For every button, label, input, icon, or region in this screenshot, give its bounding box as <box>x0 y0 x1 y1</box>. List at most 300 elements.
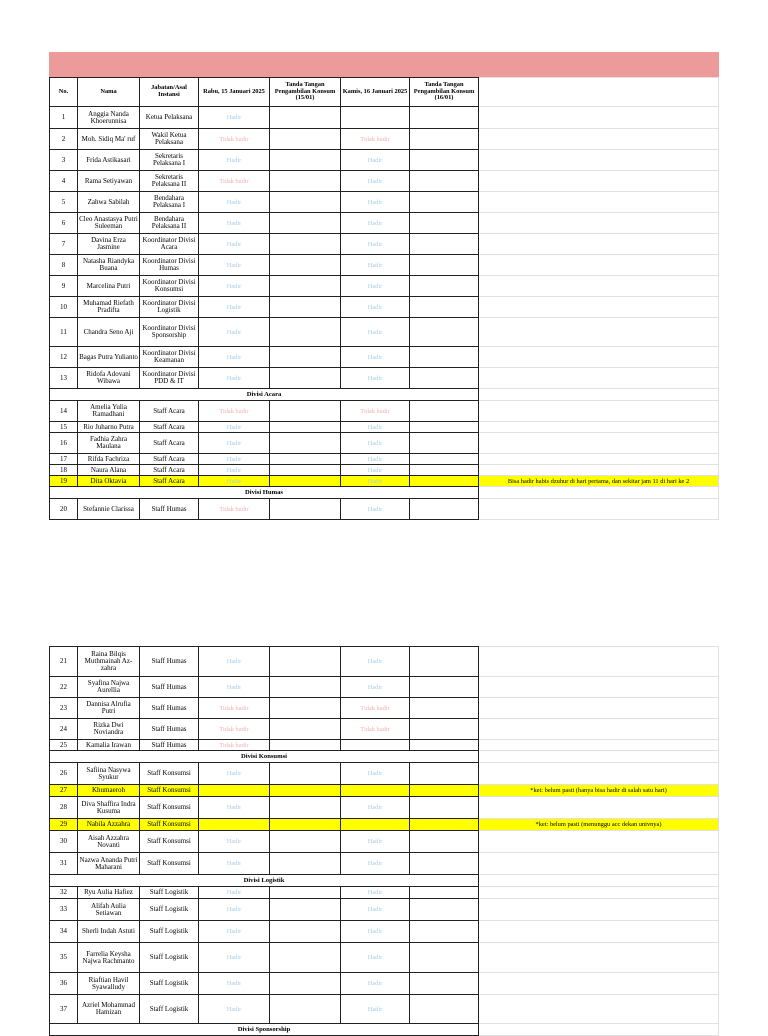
cell-note <box>479 422 719 433</box>
cell-signature-day1 <box>270 995 341 1024</box>
table-row <box>50 785 719 797</box>
header-no: No. <box>50 78 78 107</box>
header-day2: Kamis, 16 Januari 2025 <box>341 78 410 107</box>
cell-signature-day2 <box>410 213 479 234</box>
table-row <box>50 465 719 476</box>
cell-signature-day1 <box>270 499 341 520</box>
cell-signature-day1 <box>270 973 341 995</box>
cell-attendance-day2: Hadir <box>341 433 410 454</box>
table-row <box>50 819 719 831</box>
cell-signature-day1 <box>270 887 341 899</box>
cell-signature-day2 <box>410 797 479 819</box>
cell-signature-day1 <box>270 476 341 487</box>
cell-signature-day1 <box>270 719 341 740</box>
cell-no: 35 <box>50 943 78 973</box>
table-row <box>50 255 719 276</box>
cell-jabatan: Staff Humas <box>140 719 199 740</box>
cell-signature-day1 <box>270 677 341 698</box>
cell-signature-day2 <box>410 698 479 719</box>
cell-signature-day2 <box>410 171 479 192</box>
cell-nama: Muhamad Riefath Pradifta <box>78 297 140 318</box>
table-row <box>50 719 719 740</box>
cell-no: 18 <box>50 465 78 476</box>
cell-note <box>479 831 719 853</box>
cell-attendance-day1: Hadir <box>199 107 270 129</box>
cell-signature-day1 <box>270 234 341 255</box>
cell-signature-day2 <box>410 476 479 487</box>
extra-cell <box>479 875 719 887</box>
cell-attendance-day1: Tidak hadir <box>199 499 270 520</box>
cell-note: *ket: belum pasti (menunggu acc dekan univnya) <box>479 819 719 831</box>
table-row <box>50 887 719 899</box>
cell-no: 21 <box>50 647 78 677</box>
table-row <box>50 433 719 454</box>
table-row <box>50 454 719 465</box>
cell-signature-day2 <box>410 422 479 433</box>
table-row <box>50 921 719 943</box>
cell-attendance-day1: Tidak hadir <box>199 129 270 150</box>
cell-note <box>479 129 719 150</box>
cell-signature-day2 <box>410 677 479 698</box>
cell-no: 31 <box>50 853 78 875</box>
cell-signature-day1 <box>270 347 341 368</box>
cell-signature-day2 <box>410 499 479 520</box>
cell-jabatan: Koordinator Divisi Konsumsi <box>140 276 199 297</box>
cell-attendance-day1: Hadir <box>199 647 270 677</box>
cell-signature-day1 <box>270 368 341 389</box>
cell-attendance-day2: Hadir <box>341 297 410 318</box>
cell-no: 32 <box>50 887 78 899</box>
cell-jabatan: Staff Konsumsi <box>140 797 199 819</box>
cell-jabatan: Staff Acara <box>140 433 199 454</box>
cell-signature-day2 <box>410 973 479 995</box>
header-sign1: Tanda Tangan Pengambilan Konsum (15/01) <box>270 78 341 107</box>
cell-note <box>479 698 719 719</box>
cell-attendance-day2 <box>341 107 410 129</box>
cell-signature-day1 <box>270 318 341 347</box>
cell-nama: Kamalia Irawan <box>78 740 140 751</box>
cell-jabatan: Koordinator Divisi Sponsorship <box>140 318 199 347</box>
cell-jabatan: Koordinator Divisi Acara <box>140 234 199 255</box>
cell-attendance-day1: Tidak hadir <box>199 740 270 751</box>
cell-no: 7 <box>50 234 78 255</box>
cell-attendance-day1: Hadir <box>199 368 270 389</box>
cell-no: 22 <box>50 677 78 698</box>
cell-no: 24 <box>50 719 78 740</box>
cell-no: 29 <box>50 819 78 831</box>
cell-nama: Khumaeroh <box>78 785 140 797</box>
cell-nama: Cleo Anastasya Putri Suleeman <box>78 213 140 234</box>
cell-no: 34 <box>50 921 78 943</box>
extra-cell <box>479 751 719 763</box>
cell-attendance-day2: Hadir <box>341 234 410 255</box>
cell-nama: Davina Erza Jasmine <box>78 234 140 255</box>
cell-no: 30 <box>50 831 78 853</box>
cell-note <box>479 368 719 389</box>
cell-attendance-day2: Tidak hadir <box>341 698 410 719</box>
cell-attendance-day2: Hadir <box>341 476 410 487</box>
cell-signature-day2 <box>410 234 479 255</box>
cell-attendance-day2: Hadir <box>341 368 410 389</box>
division-row <box>50 487 719 499</box>
table-row <box>50 129 719 150</box>
cell-attendance-day1: Hadir <box>199 276 270 297</box>
table-row <box>50 698 719 719</box>
cell-attendance-day1 <box>199 785 270 797</box>
table-row <box>50 677 719 698</box>
cell-nama: Dita Oktavia <box>78 476 140 487</box>
cell-no: 8 <box>50 255 78 276</box>
cell-note <box>479 465 719 476</box>
header-band <box>49 52 719 77</box>
cell-nama: Frida Astikasari <box>78 150 140 171</box>
division-row <box>50 875 719 887</box>
header-extra <box>479 78 719 107</box>
cell-jabatan: Bendahara Pelaksana I <box>140 192 199 213</box>
cell-jabatan: Koordinator Divisi Humas <box>140 255 199 276</box>
division-label: Divisi Konsumsi <box>50 751 479 763</box>
cell-nama: Chandra Seno Aji <box>78 318 140 347</box>
cell-no: 1 <box>50 107 78 129</box>
cell-nama: Natasha Riandyka Buana <box>78 255 140 276</box>
cell-note <box>479 454 719 465</box>
cell-jabatan: Koordinator Divisi Keamanan <box>140 347 199 368</box>
cell-signature-day2 <box>410 763 479 785</box>
cell-jabatan: Staff Konsumsi <box>140 819 199 831</box>
cell-attendance-day1: Hadir <box>199 192 270 213</box>
cell-attendance-day1: Hadir <box>199 853 270 875</box>
cell-no: 5 <box>50 192 78 213</box>
cell-signature-day2 <box>410 943 479 973</box>
cell-signature-day2 <box>410 740 479 751</box>
division-label: Divisi Sponsorship <box>50 1024 479 1036</box>
cell-signature-day2 <box>410 921 479 943</box>
table-row <box>50 647 719 677</box>
table-row <box>50 422 719 433</box>
cell-attendance-day1: Hadir <box>199 422 270 433</box>
cell-note <box>479 943 719 973</box>
cell-note: Bisa hadir habis dzuhur di hari pertama, dan sekitar jam 11 di hari ke 2 <box>479 476 719 487</box>
cell-no: 14 <box>50 401 78 422</box>
cell-no: 37 <box>50 995 78 1024</box>
cell-signature-day2 <box>410 899 479 921</box>
cell-no: 12 <box>50 347 78 368</box>
cell-jabatan: Staff Logistik <box>140 943 199 973</box>
cell-attendance-day2: Hadir <box>341 255 410 276</box>
cell-nama: Rio Juharno Putra <box>78 422 140 433</box>
header-jabatan: Jabatan/Asal Instansi <box>140 78 199 107</box>
cell-note <box>479 192 719 213</box>
cell-attendance-day2: Hadir <box>341 797 410 819</box>
attendance-table-page-1 <box>49 77 719 520</box>
cell-nama: Rama Setiyawan <box>78 171 140 192</box>
cell-note <box>479 853 719 875</box>
cell-signature-day2 <box>410 401 479 422</box>
cell-signature-day1 <box>270 454 341 465</box>
table-row <box>50 899 719 921</box>
cell-signature-day2 <box>410 465 479 476</box>
cell-attendance-day1: Tidak hadir <box>199 719 270 740</box>
cell-attendance-day1: Hadir <box>199 887 270 899</box>
cell-note <box>479 433 719 454</box>
table-row <box>50 276 719 297</box>
cell-attendance-day1: Hadir <box>199 433 270 454</box>
cell-nama: Sherli Indah Astuti <box>78 921 140 943</box>
cell-signature-day2 <box>410 887 479 899</box>
cell-no: 25 <box>50 740 78 751</box>
cell-jabatan: Sekretaris Pelaksana II <box>140 171 199 192</box>
cell-jabatan: Staff Acara <box>140 465 199 476</box>
cell-attendance-day2: Hadir <box>341 887 410 899</box>
cell-jabatan: Staff Logistik <box>140 995 199 1024</box>
cell-signature-day2 <box>410 785 479 797</box>
cell-nama: Nabila Azzahra <box>78 819 140 831</box>
cell-attendance-day2: Hadir <box>341 347 410 368</box>
cell-note <box>479 213 719 234</box>
cell-nama: Anggia Nanda Khoerunnisa <box>78 107 140 129</box>
cell-note <box>479 899 719 921</box>
cell-attendance-day1: Hadir <box>199 973 270 995</box>
table-row <box>50 150 719 171</box>
cell-note <box>479 401 719 422</box>
cell-attendance-day2: Hadir <box>341 899 410 921</box>
cell-attendance-day2 <box>341 819 410 831</box>
cell-jabatan: Staff Acara <box>140 476 199 487</box>
cell-attendance-day2: Hadir <box>341 853 410 875</box>
cell-attendance-day1: Hadir <box>199 921 270 943</box>
cell-attendance-day1: Hadir <box>199 454 270 465</box>
table-row <box>50 831 719 853</box>
cell-note <box>479 973 719 995</box>
header-row <box>50 78 719 107</box>
cell-nama: Nazwa Ananda Putri Maharani <box>78 853 140 875</box>
cell-note <box>479 318 719 347</box>
cell-note <box>479 719 719 740</box>
cell-signature-day1 <box>270 255 341 276</box>
cell-nama: Naura Alana <box>78 465 140 476</box>
cell-jabatan: Staff Acara <box>140 422 199 433</box>
cell-signature-day2 <box>410 347 479 368</box>
cell-jabatan: Wakil Ketua Pelaksana <box>140 129 199 150</box>
cell-note <box>479 297 719 318</box>
cell-attendance-day2 <box>341 785 410 797</box>
cell-attendance-day1: Hadir <box>199 465 270 476</box>
table-row <box>50 763 719 785</box>
cell-jabatan: Staff Humas <box>140 698 199 719</box>
cell-signature-day1 <box>270 107 341 129</box>
cell-signature-day1 <box>270 785 341 797</box>
table-row <box>50 995 719 1024</box>
cell-signature-day1 <box>270 276 341 297</box>
cell-signature-day1 <box>270 899 341 921</box>
cell-no: 17 <box>50 454 78 465</box>
table-row <box>50 797 719 819</box>
cell-jabatan: Ketua Pelaksana <box>140 107 199 129</box>
division-row <box>50 389 719 401</box>
cell-signature-day2 <box>410 192 479 213</box>
cell-signature-day1 <box>270 465 341 476</box>
cell-attendance-day1: Hadir <box>199 255 270 276</box>
cell-nama: Amelia Yulia Ramadhani <box>78 401 140 422</box>
cell-signature-day2 <box>410 853 479 875</box>
cell-jabatan: Staff Humas <box>140 499 199 520</box>
cell-nama: Ridofa Adovani Wibawa <box>78 368 140 389</box>
cell-note <box>479 234 719 255</box>
cell-no: 33 <box>50 899 78 921</box>
cell-attendance-day1: Tidak hadir <box>199 171 270 192</box>
cell-nama: Riaftian Havil Syawalludy <box>78 973 140 995</box>
cell-note <box>479 740 719 751</box>
cell-jabatan: Staff Konsumsi <box>140 853 199 875</box>
cell-nama: Rifda Fachriza <box>78 454 140 465</box>
cell-attendance-day1: Tidak hadir <box>199 698 270 719</box>
cell-attendance-day1: Hadir <box>199 318 270 347</box>
cell-signature-day1 <box>270 213 341 234</box>
cell-attendance-day2: Tidak hadir <box>341 401 410 422</box>
cell-signature-day1 <box>270 797 341 819</box>
table-row <box>50 476 719 487</box>
division-label: Divisi Logistik <box>50 875 479 887</box>
cell-signature-day1 <box>270 129 341 150</box>
table-row <box>50 499 719 520</box>
cell-attendance-day2: Hadir <box>341 973 410 995</box>
cell-attendance-day1: Hadir <box>199 297 270 318</box>
cell-signature-day2 <box>410 368 479 389</box>
cell-note <box>479 995 719 1024</box>
cell-note <box>479 921 719 943</box>
cell-nama: Dannisa Alrufia Putri <box>78 698 140 719</box>
cell-note <box>479 677 719 698</box>
cell-attendance-day2: Hadir <box>341 943 410 973</box>
cell-jabatan: Koordinator Divisi Logistik <box>140 297 199 318</box>
cell-attendance-day1 <box>199 819 270 831</box>
cell-attendance-day2: Hadir <box>341 647 410 677</box>
cell-note <box>479 276 719 297</box>
cell-signature-day2 <box>410 831 479 853</box>
cell-jabatan: Staff Logistik <box>140 973 199 995</box>
cell-signature-day1 <box>270 921 341 943</box>
cell-signature-day1 <box>270 698 341 719</box>
cell-attendance-day1: Hadir <box>199 347 270 368</box>
cell-signature-day2 <box>410 150 479 171</box>
table-row <box>50 347 719 368</box>
table-row <box>50 171 719 192</box>
cell-attendance-day1: Tidak hadir <box>199 401 270 422</box>
cell-note: *ket: belum pasti (hanya bisa hadir di salah satu hari) <box>479 785 719 797</box>
cell-signature-day2 <box>410 995 479 1024</box>
cell-no: 28 <box>50 797 78 819</box>
cell-signature-day1 <box>270 853 341 875</box>
table-row <box>50 234 719 255</box>
cell-no: 11 <box>50 318 78 347</box>
cell-signature-day2 <box>410 647 479 677</box>
cell-note <box>479 797 719 819</box>
cell-no: 4 <box>50 171 78 192</box>
cell-signature-day2 <box>410 719 479 740</box>
cell-no: 6 <box>50 213 78 234</box>
cell-nama: Fadhia Zahra Maulana <box>78 433 140 454</box>
cell-signature-day1 <box>270 401 341 422</box>
extra-cell <box>479 487 719 499</box>
cell-signature-day2 <box>410 255 479 276</box>
cell-no: 10 <box>50 297 78 318</box>
cell-nama: Farrelia Keysha Najwa Rachmanto <box>78 943 140 973</box>
table-row <box>50 973 719 995</box>
cell-note <box>479 763 719 785</box>
cell-signature-day2 <box>410 318 479 347</box>
table-row <box>50 297 719 318</box>
table-row <box>50 192 719 213</box>
header-nama: Nama <box>78 78 140 107</box>
cell-attendance-day2: Hadir <box>341 921 410 943</box>
cell-signature-day1 <box>270 647 341 677</box>
table-row <box>50 318 719 347</box>
extra-cell <box>479 389 719 401</box>
cell-no: 26 <box>50 763 78 785</box>
table-row <box>50 213 719 234</box>
cell-attendance-day2: Hadir <box>341 422 410 433</box>
cell-jabatan: Staff Konsumsi <box>140 785 199 797</box>
cell-attendance-day1: Hadir <box>199 234 270 255</box>
cell-note <box>479 499 719 520</box>
cell-signature-day1 <box>270 763 341 785</box>
cell-jabatan: Staff Logistik <box>140 921 199 943</box>
cell-no: 36 <box>50 973 78 995</box>
cell-jabatan: Bendahara Pelaksana II <box>140 213 199 234</box>
cell-attendance-day2: Hadir <box>341 318 410 347</box>
cell-attendance-day2: Hadir <box>341 499 410 520</box>
cell-nama: Rizka Dwi Noviandra <box>78 719 140 740</box>
cell-attendance-day2: Hadir <box>341 995 410 1024</box>
cell-attendance-day1: Hadir <box>199 677 270 698</box>
cell-attendance-day1: Hadir <box>199 150 270 171</box>
cell-nama: Diva Shaffira Indra Kusuma <box>78 797 140 819</box>
cell-jabatan: Staff Humas <box>140 740 199 751</box>
cell-signature-day1 <box>270 943 341 973</box>
cell-attendance-day2: Hadir <box>341 192 410 213</box>
cell-attendance-day2 <box>341 740 410 751</box>
cell-nama: Ryu Aulia Hafiez <box>78 887 140 899</box>
cell-nama: Safiina Nasywa Syukur <box>78 763 140 785</box>
cell-jabatan: Staff Logistik <box>140 887 199 899</box>
cell-no: 13 <box>50 368 78 389</box>
cell-attendance-day1: Hadir <box>199 995 270 1024</box>
cell-signature-day2 <box>410 129 479 150</box>
cell-nama: Zahwa Sabilah <box>78 192 140 213</box>
cell-nama: Moh. Sidiq Ma' ruf <box>78 129 140 150</box>
cell-note <box>479 171 719 192</box>
cell-no: 20 <box>50 499 78 520</box>
cell-jabatan: Staff Acara <box>140 401 199 422</box>
cell-attendance-day2: Hadir <box>341 831 410 853</box>
cell-no: 2 <box>50 129 78 150</box>
cell-note <box>479 107 719 129</box>
cell-nama: Stefannie Clarissa <box>78 499 140 520</box>
header-sign2: Tanda Tangan Pengambilan Konsum (16/01) <box>410 78 479 107</box>
cell-attendance-day2: Tidak hadir <box>341 129 410 150</box>
cell-nama: Marcelina Putri <box>78 276 140 297</box>
cell-attendance-day2: Hadir <box>341 454 410 465</box>
cell-attendance-day2: Hadir <box>341 150 410 171</box>
cell-signature-day1 <box>270 171 341 192</box>
cell-jabatan: Staff Konsumsi <box>140 763 199 785</box>
table-row <box>50 853 719 875</box>
cell-attendance-day1: Hadir <box>199 899 270 921</box>
cell-attendance-day1: Hadir <box>199 943 270 973</box>
cell-signature-day2 <box>410 297 479 318</box>
cell-signature-day2 <box>410 276 479 297</box>
cell-no: 9 <box>50 276 78 297</box>
